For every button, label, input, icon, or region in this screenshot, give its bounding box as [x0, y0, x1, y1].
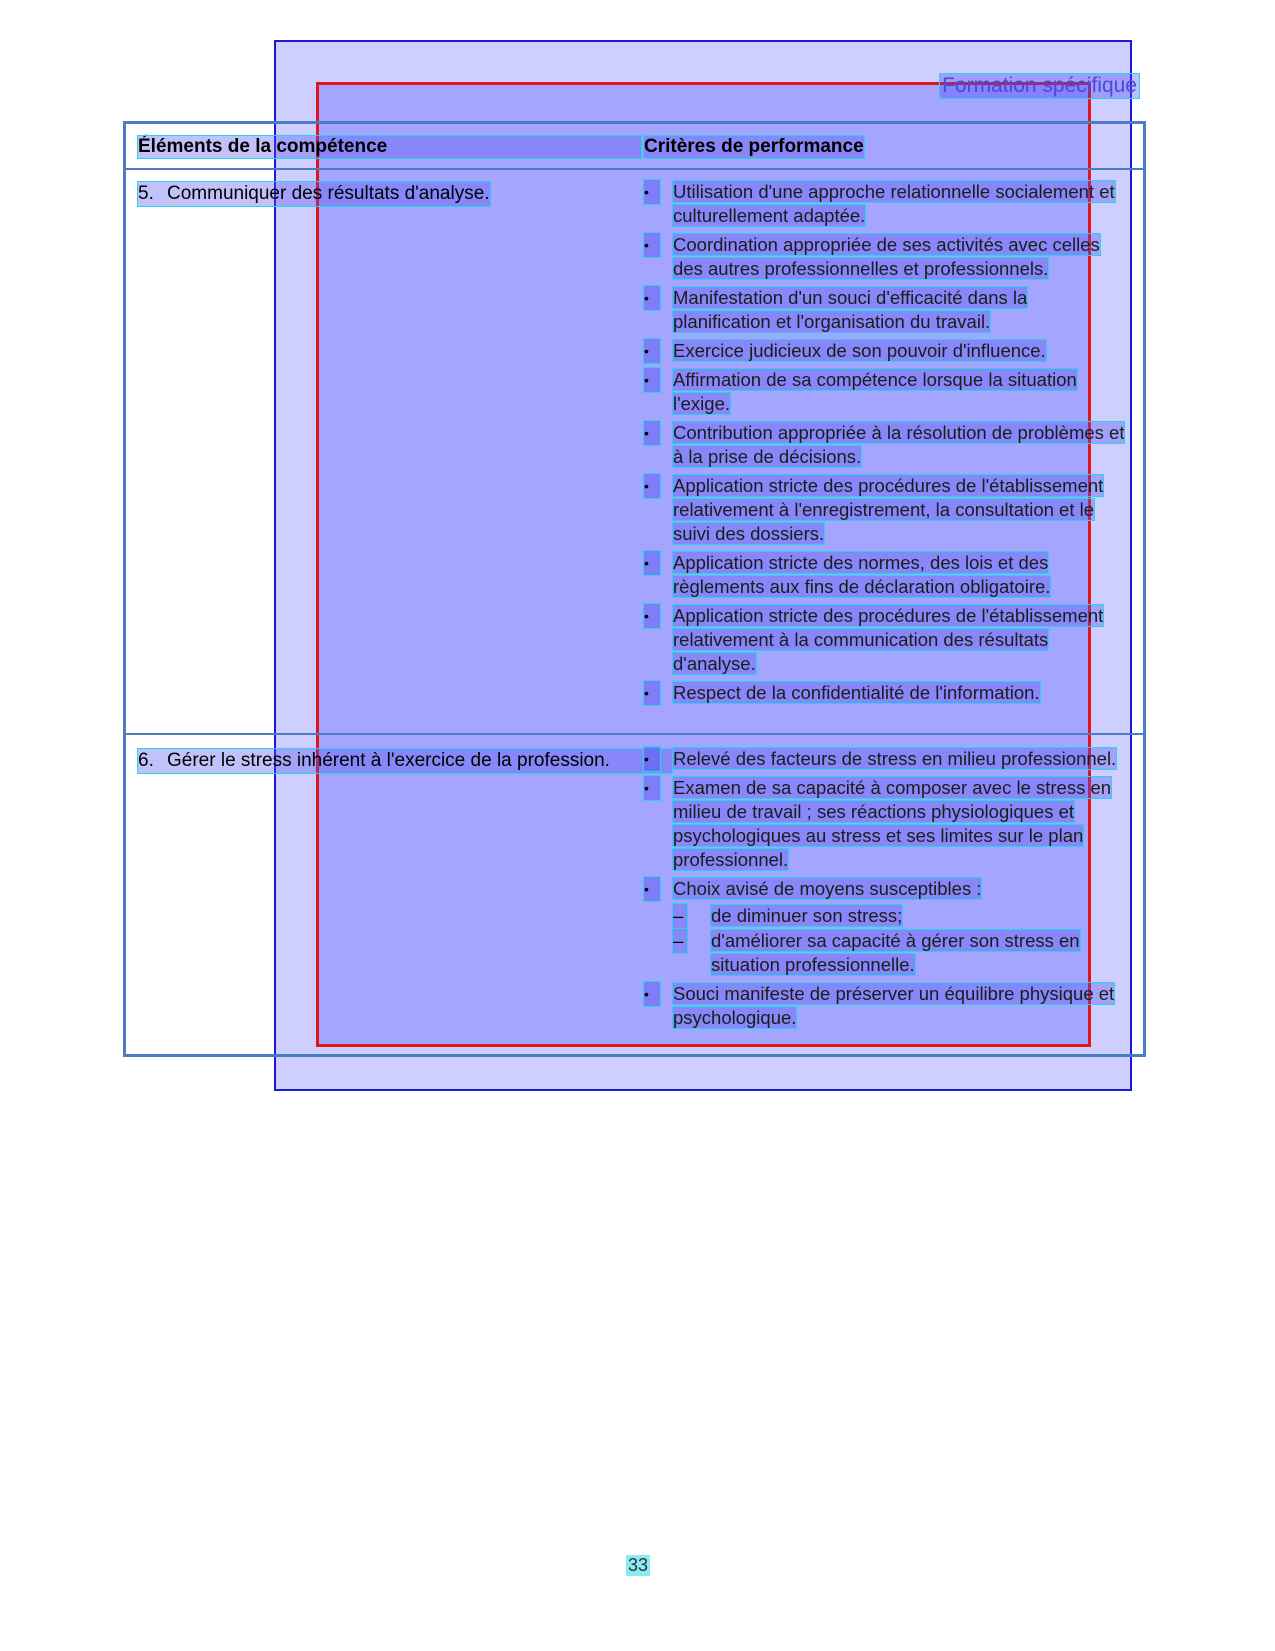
column-header-criteria: Critères de performance	[644, 136, 864, 157]
bullet-icon: •	[644, 368, 660, 392]
criterion-item	[644, 681, 1129, 705]
bullet-icon: •	[644, 180, 660, 204]
bullet-icon: •	[644, 421, 660, 445]
criterion-text: Utilisation d'une approche relationnelle socialement et culturellement adaptée.	[673, 181, 1115, 226]
criterion-text: Application stricte des normes, des lois et des règlements aux fins de déclaration obligatoire.	[673, 552, 1051, 597]
bullet-icon: •	[644, 877, 660, 901]
table-row	[126, 168, 1143, 735]
competence-element	[138, 182, 490, 206]
criterion-item	[644, 233, 1129, 281]
criterion-item	[644, 339, 1129, 363]
criterion-item	[644, 747, 1129, 771]
criterion-text: Affirmation de sa compétence lorsque la situation l'exige.	[673, 369, 1077, 414]
criterion-text: Examen de sa capacité à composer avec le stress en milieu de travail ; ses réactions physiologiques et psychologiques au stress et ses limites sur le plan professionnel.	[673, 777, 1112, 870]
criterion-item	[644, 368, 1129, 416]
criterion-item	[644, 982, 1129, 1030]
bullet-icon: •	[644, 551, 660, 575]
criterion-item	[644, 604, 1129, 676]
criterion-item	[644, 877, 1129, 977]
dash-icon: –	[673, 904, 687, 928]
criterion-text: Souci manifeste de préserver un équilibre physique et psychologique.	[673, 983, 1115, 1028]
criterion-item	[644, 286, 1129, 334]
criterion-text: Choix avisé de moyens susceptibles :	[673, 878, 982, 899]
criterion-text: Manifestation d'un souci d'efficacité dans la planification et l'organisation du travail.	[673, 287, 1028, 332]
bullet-icon: •	[644, 776, 660, 800]
criterion-text: Coordination appropriée de ses activités avec celles des autres professionnelles et professionnels.	[673, 234, 1100, 279]
bullet-icon: •	[644, 604, 660, 628]
criterion-text: Relevé des facteurs de stress en milieu professionnel.	[673, 748, 1117, 769]
bullet-icon: •	[644, 339, 660, 363]
competence-table	[123, 121, 1146, 1057]
bullet-icon: •	[644, 474, 660, 498]
element-number: 6.	[138, 750, 154, 771]
criterion-text: Exercice judicieux de son pouvoir d'influence.	[673, 340, 1046, 361]
criterion-text: Application stricte des procédures de l'établissement relativement à l'enregistrement, la consultation et le suivi des dossiers.	[673, 475, 1104, 544]
bullet-icon: •	[644, 286, 660, 310]
column-header-elements: Éléments de la compétence	[138, 136, 641, 158]
page-number: 33	[628, 1555, 649, 1575]
sub-criteria-list	[673, 904, 1129, 977]
sub-criterion-item	[673, 904, 1129, 928]
criteria-list	[644, 180, 1129, 710]
criterion-item	[644, 474, 1129, 546]
table-row	[126, 735, 1143, 1054]
bullet-icon: •	[644, 747, 660, 771]
element-number: 5.	[138, 183, 154, 204]
criteria-list	[644, 747, 1129, 1035]
dash-icon: –	[673, 929, 687, 953]
sub-criterion-text: d'améliorer sa capacité à gérer son stress en situation professionnelle.	[711, 930, 1080, 975]
bullet-icon: •	[644, 982, 660, 1006]
sub-criterion-item	[673, 929, 1129, 977]
section-title: Formation spécifique	[942, 74, 1137, 97]
table-header	[126, 124, 1143, 170]
criterion-item	[644, 551, 1129, 599]
competence-element	[138, 749, 672, 773]
criterion-item	[644, 421, 1129, 469]
element-text: Communiquer des résultats d'analyse.	[167, 183, 490, 204]
sub-criterion-text: de diminuer son stress;	[711, 905, 903, 926]
bullet-icon: •	[644, 233, 660, 257]
criterion-text: Contribution appropriée à la résolution de problèmes et à la prise de décisions.	[673, 422, 1125, 467]
criterion-item	[644, 180, 1129, 228]
bullet-icon: •	[644, 681, 660, 705]
criterion-text: Application stricte des procédures de l'établissement relativement à la communication des résultats d'analyse.	[673, 605, 1104, 674]
criterion-item	[644, 776, 1129, 872]
element-text: Gérer le stress inhérent à l'exercice de la profession.	[167, 750, 610, 771]
criterion-text: Respect de la confidentialité de l'information.	[673, 682, 1040, 703]
